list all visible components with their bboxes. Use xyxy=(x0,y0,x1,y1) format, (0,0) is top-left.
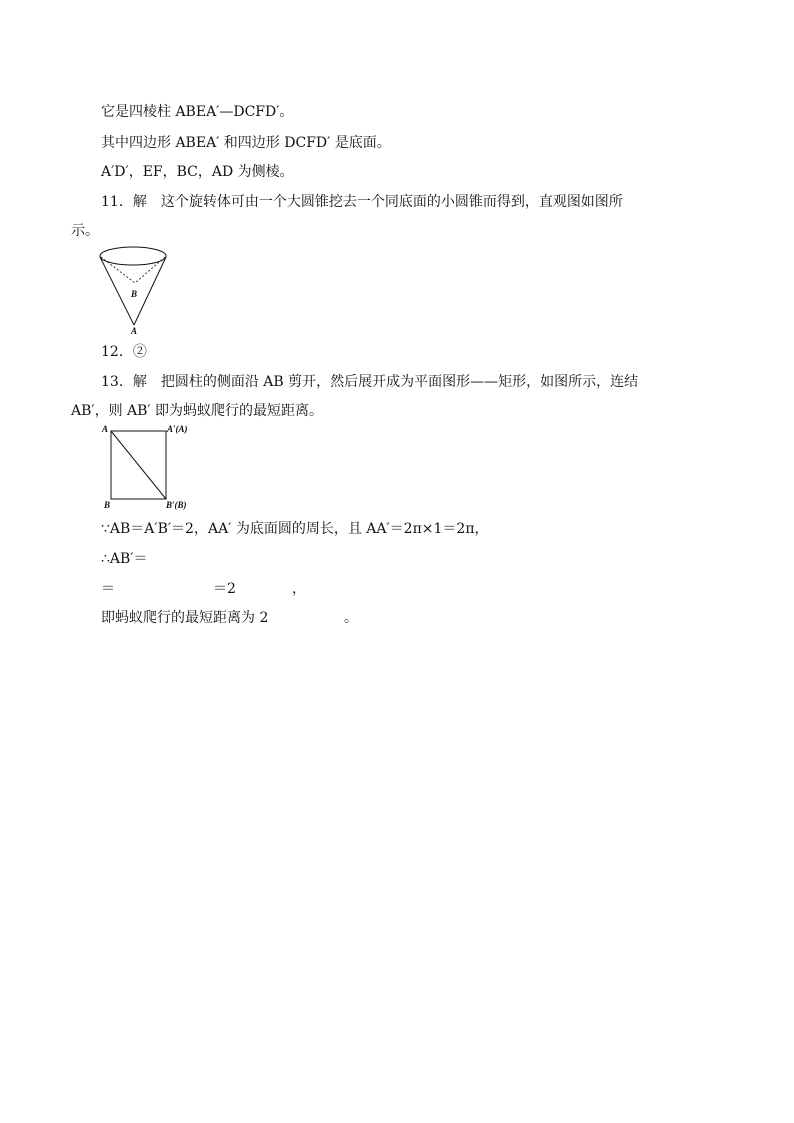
rectangle-figure xyxy=(100,422,200,514)
text-line-4: 11．解 这个旋转体可由一个大圆锥挖去一个同底面的小圆锥而得到，直观图如图所 xyxy=(101,194,623,210)
text-line-2: 其中四边形 ABEA′ 和四边形 DCFD′ 是底面。 xyxy=(101,135,391,151)
rect-label-b-prime: B′(B) xyxy=(166,500,187,510)
text-line-1: 它是四棱柱 ABEA′—DCFD′。 xyxy=(101,104,294,120)
cone-outer-right-edge xyxy=(134,257,166,325)
text-line-11-part-b: ＝2 xyxy=(213,581,236,597)
cone-figure xyxy=(98,243,170,338)
text-line-11-part-c: ， xyxy=(292,581,306,597)
text-line-8: AB′，则 AB′ 即为蚂蚁爬行的最短距离。 xyxy=(71,403,324,419)
rect-label-a-prime: A′(A) xyxy=(167,424,188,434)
text-line-3: A′D′，EF，BC，AD 为侧棱。 xyxy=(101,164,294,180)
cone-label-a: A xyxy=(131,326,138,336)
cone-label-b: B xyxy=(131,289,138,299)
cone-base-ellipse xyxy=(100,247,166,265)
rect-label-b: B xyxy=(104,500,111,510)
text-line-7: 13．解 把圆柱的侧面沿 AB 剪开，然后展开成为平面图形——矩形，如图所示，连结 xyxy=(101,374,639,390)
text-line-5: 示。 xyxy=(71,223,99,239)
text-line-12-end: 。 xyxy=(344,610,358,626)
diagonal-ab-prime xyxy=(111,431,166,499)
cone-outer-left-edge xyxy=(100,257,134,325)
rect-label-a: A xyxy=(102,424,109,434)
cone-inner-right-edge xyxy=(135,257,165,283)
text-line-11-part-a: ＝ xyxy=(101,581,115,597)
text-line-6: 12．② xyxy=(101,344,147,360)
text-line-12: 即蚂蚁爬行的最短距离为 2 xyxy=(101,610,269,626)
text-line-10: ∴AB′＝ xyxy=(101,551,148,567)
text-line-9: ∵AB＝A′B′＝2，AA′ 为底面圆的周长，且 AA′＝2π×1＝2π， xyxy=(101,521,489,537)
